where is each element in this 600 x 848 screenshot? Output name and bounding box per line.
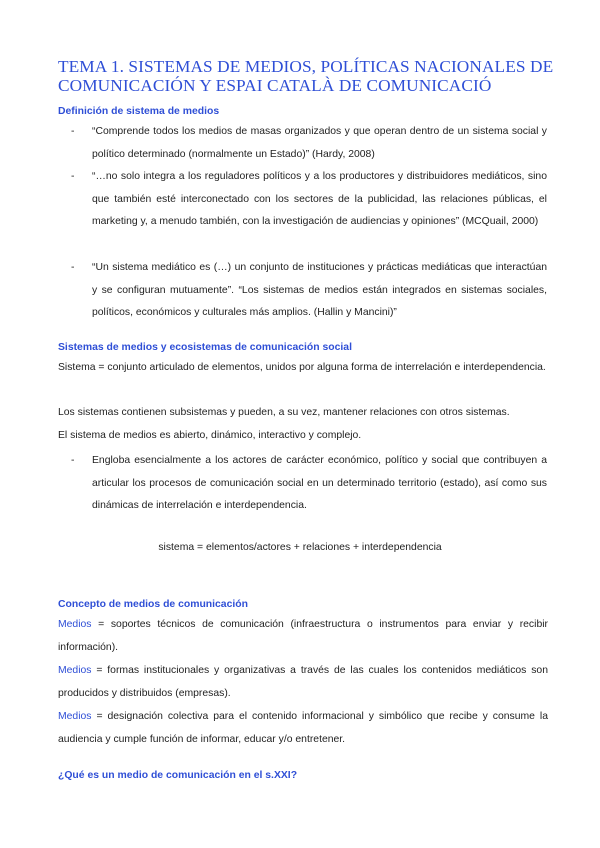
page-title: TEMA 1. SISTEMAS DE MEDIOS, POLÍTICAS NACIONALES DE COMUNICACIÓN Y ESPAI CATALÀ DE COMUNICACIÓ: [58, 57, 554, 95]
bullet-marker: -: [71, 171, 75, 182]
media-keyword: Medios: [58, 711, 92, 722]
media-definition-text: = designación colectiva para el contenido informacional y simbólico que recibe y consume la audiencia y cumple función de informar, educar y/o entretener.: [58, 711, 548, 745]
bullet-marker: -: [71, 126, 75, 137]
media-keyword: Medios: [58, 665, 92, 676]
media-definition-text: = soportes técnicos de comunicación (infraestructura o instrumentos para enviar y recibir información).: [58, 619, 548, 653]
section-heading-definition: Definición de sistema de medios: [58, 106, 220, 117]
definition-quote-mcquail: “…no solo integra a los reguladores políticos y a los productores y distribuidores mediáticos, sino que también esté interconectado con los sectores de la publicidad, las relaciones públicas, el marketing y, a menudo también, con la investigación de audiencias y opiniones” (MCQuail, 2000): [92, 171, 547, 227]
section-heading-xxi-century: ¿Qué es un medio de comunicación en el s.XXI?: [58, 770, 298, 781]
definition-quote-hallin-mancini: “Un sistema mediático es (…) un conjunto de instituciones y prácticas mediáticas que interactúan y se configuran mutuamente”. “Los sistemas de medios están integrados en sistemas sociales, políticos, económicos y culturales más amplios. (Hallin y Mancini)”: [92, 262, 547, 318]
actors-bullet: Engloba esencialmente a los actores de carácter económico, político y social que contribuyen a articular los procesos de comunicación social en un determinado territorio (estado), así como sus dinámicas de interrelación e interdependencia.: [92, 455, 547, 511]
media-keyword: Medios: [58, 619, 92, 630]
media-definition-institutional: [58, 660, 548, 705]
media-definition-technical: [58, 614, 548, 659]
bullet-marker: -: [71, 455, 75, 466]
open-system-paragraph: El sistema de medios es abierto, dinámico, interactivo y complejo.: [58, 430, 362, 441]
subsystems-paragraph: Los sistemas contienen subsistemas y pueden, a su vez, mantener relaciones con otros sistemas.: [58, 407, 510, 418]
definition-quote-hardy: “Comprende todos los medios de masas organizados y que operan dentro de un sistema social y político determinado (normalmente un Estado)” (Hardy, 2008): [92, 126, 547, 160]
media-definition-content: [58, 706, 548, 751]
section-heading-ecosystems: Sistemas de medios y ecosistemas de comunicación social: [58, 342, 352, 353]
section-heading-media-concept: Concepto de medios de comunicación: [58, 599, 248, 610]
system-formula: sistema = elementos/actores + relaciones + interdependencia: [158, 542, 442, 553]
media-definition-text: = formas institucionales y organizativas a través de las cuales los contenidos mediáticos son producidos y distribuidos (empresas).: [58, 665, 548, 699]
system-definition: Sistema = conjunto articulado de elementos, unidos por alguna forma de interrelación e interdependencia.: [58, 362, 546, 373]
bullet-marker: -: [71, 262, 75, 273]
